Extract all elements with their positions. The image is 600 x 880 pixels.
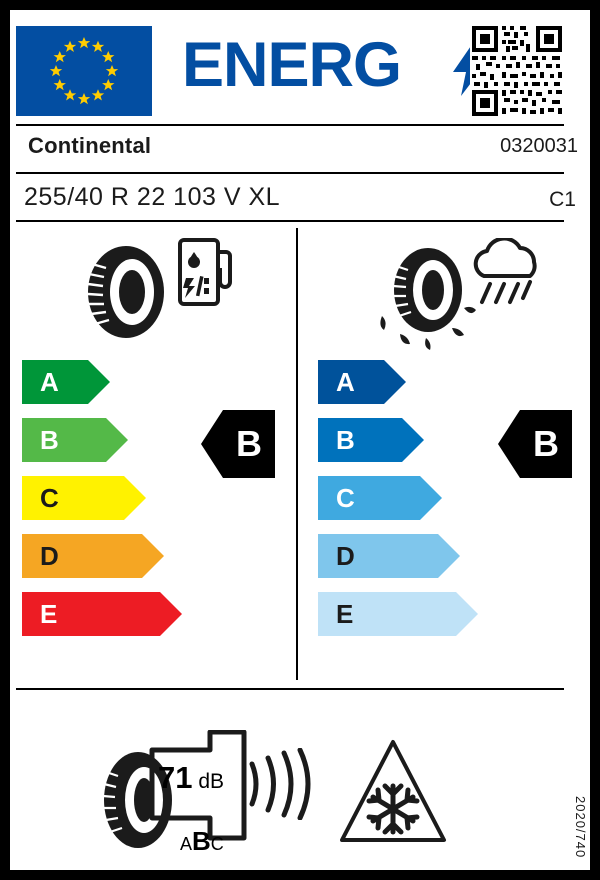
fuel-grade-b	[22, 418, 106, 462]
divider-header	[16, 124, 564, 126]
label-header	[16, 12, 564, 122]
rain-cloud-icon	[466, 238, 544, 318]
noise-value: 71 dB	[158, 760, 225, 795]
fuel-efficiency-pictogram	[80, 236, 250, 346]
wet-grade-e	[318, 592, 456, 636]
fuel-grade-e-label: E	[40, 599, 58, 629]
eu-flag-stars	[16, 26, 152, 116]
type-code: 0320031	[500, 135, 578, 157]
fuel-grade-c	[22, 476, 124, 520]
fuel-grade-d-label: D	[40, 541, 59, 571]
fuel-grade-a	[22, 360, 88, 404]
energ-wordmark: ENERG	[182, 30, 402, 100]
fuel-pump-icon	[172, 236, 234, 308]
fuel-grade-a-label: A	[40, 367, 59, 397]
fuel-efficiency-value-marker	[201, 410, 275, 478]
noise-class-a: A	[180, 834, 193, 854]
wet-grade-d-label: D	[336, 541, 355, 571]
fuel-grade-e	[22, 592, 160, 636]
manufacturer-name: Continental	[28, 133, 152, 158]
fuel-grade-c-label: C	[40, 483, 59, 513]
wet-grade-b-label: B	[336, 425, 355, 455]
tyre-icon	[80, 242, 176, 342]
wet-grade-c-label: C	[336, 483, 355, 513]
qr-code-icon	[470, 24, 564, 118]
fuel-grade-b-label: B	[40, 425, 59, 455]
divider-size	[16, 220, 564, 222]
wet-grade-c	[318, 476, 420, 520]
noise-class-b: B	[192, 826, 211, 856]
noise-pictogram	[96, 712, 306, 862]
wet-grip-value-marker	[498, 410, 572, 478]
wet-grip-pictogram	[378, 236, 558, 346]
wet-grade-d	[318, 534, 438, 578]
sound-waves-icon	[246, 748, 312, 820]
wet-grade-b	[318, 418, 402, 462]
wet-grade-e-label: E	[336, 599, 354, 629]
noise-class-scale	[180, 826, 224, 857]
noise-class-c: C	[210, 834, 224, 854]
snowflake-mountain-icon	[330, 736, 456, 854]
fuel-grade-d	[22, 534, 142, 578]
wet-grade-a	[318, 360, 384, 404]
divider-brand	[16, 172, 564, 174]
tyre-splash-icon	[378, 242, 478, 350]
divider-bottom	[16, 688, 564, 690]
tyre-size-designation: 255/40 R 22 103 V XL	[24, 183, 281, 211]
eu-flag-icon	[16, 26, 152, 116]
regulation-reference: 2020/740	[573, 795, 588, 858]
wet-grade-a-label: A	[336, 367, 355, 397]
fuel-efficiency-value: B	[236, 423, 262, 464]
divider-vertical	[296, 228, 298, 680]
tyre-class: C1	[549, 188, 576, 211]
wet-grip-value: B	[533, 423, 559, 464]
